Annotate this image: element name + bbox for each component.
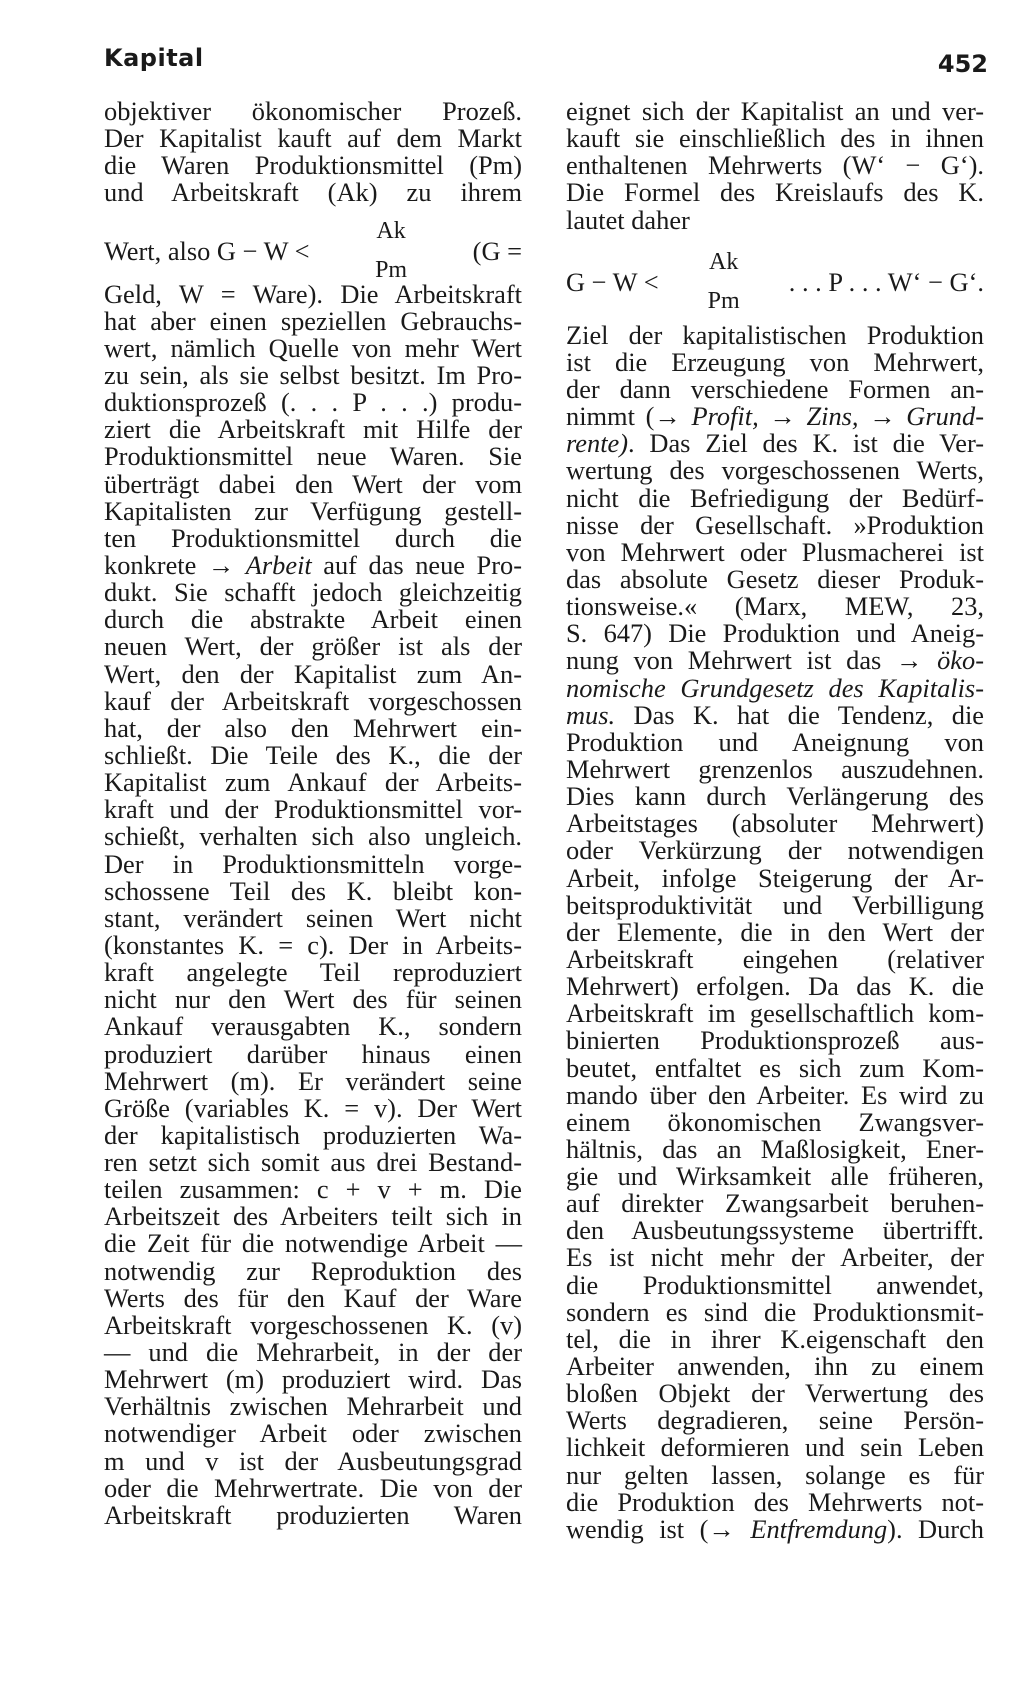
text-line: kauf der Arbeitskraft vorgeschossen — [104, 685, 522, 716]
text-line: wert, nämlich Quelle von mehr Wert — [104, 332, 522, 363]
text-line: oder Verkürzung der notwendigen — [566, 835, 984, 866]
text-line: ren setzt sich somit aus drei Bestand- — [104, 1147, 522, 1178]
text-line-crossref-mus — [566, 699, 984, 730]
text-line: notwendiger Arbeit oder zwischen — [104, 1418, 522, 1449]
text-line: bloßen Objekt der Verwertung des — [566, 1378, 984, 1409]
formula-bottom: Pm — [707, 287, 740, 314]
text-line: objektiver ökonomischer Prozeß. — [104, 96, 522, 126]
formula-tail: . . . P . . . W‘ − G‘. — [788, 267, 984, 298]
text-line: stant, verändert seinen Wert nicht — [104, 902, 522, 933]
text-line: dukt. Sie schafft jedoch gleichzeitig — [104, 577, 522, 608]
text-line: Arbeitstages (absoluter Mehrwert) — [566, 808, 984, 839]
text-line-crossref-entfremdung — [566, 1513, 984, 1544]
crossref-grundrente-link-cont[interactable]: rente) — [566, 428, 629, 459]
text-line: Arbeitskraft produzierten Waren — [104, 1499, 522, 1530]
text-line: kauft sie einschließlich des in ihnen — [566, 123, 984, 154]
text-line: Wert, den der Kapitalist zum An- — [104, 658, 522, 689]
text-line: Der Kapitalist kauft auf dem Markt — [104, 123, 522, 154]
text-fragment: auf das neue Pro- — [311, 549, 522, 580]
text-line: von Mehrwert oder Plusmacherei ist — [566, 536, 984, 567]
text-line: teilen zusammen: c + v + m. Die — [104, 1174, 522, 1205]
text-line: beitsproduktivität und Verbilligung — [566, 889, 984, 920]
text-line: beutet, entfaltet es sich zum Kom- — [566, 1052, 984, 1083]
text-line: Es ist nicht mehr der Arbeiter, der — [566, 1242, 984, 1273]
text-fragment: ). Durch — [887, 1513, 984, 1544]
formula-fraction — [707, 248, 740, 314]
text-line: Verhältnis zwischen Mehrarbeit und — [104, 1391, 522, 1422]
text-line: die Produktionsmittel anwendet, — [566, 1269, 984, 1300]
text-line: Arbeiter anwenden, ihn zu einem — [566, 1351, 984, 1382]
text-line: schließt. Die Teile des K., die der — [104, 739, 522, 770]
text-line: ten Produktionsmittel durch die — [104, 522, 522, 553]
text-line: notwendig zur Reproduktion des — [104, 1255, 522, 1286]
text-line: schießt, verhalten sich also ungleich. — [104, 821, 522, 852]
text-line: den Ausbeutungssysteme übertrifft. — [566, 1215, 984, 1246]
text-line: eignet sich der Kapitalist an und ver- — [566, 96, 984, 126]
text-line: überträgt dabei den Wert der vom — [104, 468, 522, 499]
text-line-crossref-oeko — [566, 647, 984, 674]
text-line: nur gelten lassen, solange es für — [566, 1459, 984, 1490]
formula-bottom: Pm — [375, 256, 408, 283]
text-line: kraft und der Produktionsmittel vor- — [104, 794, 522, 825]
text-line-crossrefs — [566, 403, 984, 430]
text-line: schossene Teil des K. bleibt kon- — [104, 875, 522, 906]
text-line: Geld, W = Ware). Die Arbeitskraft — [104, 278, 522, 309]
text-line: Arbeitskraft im gesellschaftlich kom- — [566, 998, 984, 1029]
formula-top: Ak — [376, 217, 406, 244]
text-line: Arbeitskraft vorgeschossenen K. (v) — [104, 1309, 522, 1340]
text-line: — und die Mehrarbeit, in der der — [104, 1337, 522, 1368]
right-column — [566, 98, 984, 1543]
text-line: nicht die Befriedigung der Bedürf- — [566, 482, 984, 513]
page-number: 452 — [937, 50, 988, 78]
text-line: produziert darüber hinaus einen — [104, 1038, 522, 1069]
text-line-crossref-arbeit — [104, 549, 522, 580]
crossref-grundgesetz-link-cont[interactable]: nomische Grundgesetz des Kapitalis- — [566, 672, 984, 703]
text-line: S. 647) Die Produktion und Aneig- — [566, 618, 984, 649]
text-line: Mehrwert (m). Er verändert seine — [104, 1065, 522, 1096]
text-line: gie und Wirksamkeit alle früheren, — [566, 1161, 984, 1192]
text-line: die Waren Produktionsmittel (Pm) — [104, 150, 522, 181]
text-line: lichkeit deformieren und sein Leben — [566, 1432, 984, 1463]
text-line: Größe (variables K. = v). Der Wert — [104, 1092, 522, 1123]
formula-top: Ak — [709, 248, 739, 275]
text-line: Ankauf verausgabten K., sondern — [104, 1011, 522, 1042]
text-fragment: konkrete → — [104, 549, 246, 580]
text-line: und Arbeitskraft (Ak) zu ihrem — [104, 177, 522, 208]
text-line: ist die Erzeugung von Mehrwert, — [566, 346, 984, 377]
text-line: neuen Wert, der größer ist als der — [104, 631, 522, 662]
formula-lead: Wert, also G − W < — [104, 235, 310, 266]
text-line: hältnis, das an Maßlosigkeit, Ener- — [566, 1133, 984, 1164]
text-line: die Produktion des Mehrwerts not- — [566, 1486, 984, 1517]
text-line: zu sein, als sie selbst besitzt. Im Pro- — [104, 359, 522, 390]
crossref-entfremdung-link[interactable]: Entfremdung — [750, 1513, 888, 1544]
text-line: nisse der Gesellschaft. »Produktion — [566, 509, 984, 540]
text-line: der Elemente, die in den Wert der — [566, 916, 984, 947]
text-line: Produktionsmittel neue Waren. Sie — [104, 441, 522, 472]
text-fragment: nung von Mehrwert ist das → — [566, 645, 938, 676]
text-line: der kapitalistisch produzierten Wa- — [104, 1119, 522, 1150]
running-head-title: Kapital — [104, 44, 204, 72]
text-line: Ziel der kapitalistischen Produktion — [566, 319, 984, 350]
text-line: binierten Produktionsprozeß aus- — [566, 1025, 984, 1056]
text-line: Mehrwert grenzenlos auszudehnen. — [566, 753, 984, 784]
text-line: lautet daher — [566, 204, 690, 235]
text-line: Dies kann durch Verlängerung des — [566, 781, 984, 812]
crossref-zins-link[interactable]: Zins, — [806, 401, 859, 432]
left-column — [104, 98, 522, 1529]
text-line: oder die Mehrwertrate. Die von der — [104, 1472, 522, 1503]
formula-tail: (G = — [472, 235, 522, 266]
text-line: Produktion und Aneignung von — [566, 726, 984, 757]
text-line: ziert die Arbeitskraft mit Hilfe der — [104, 414, 522, 445]
text-line: Werts des für den Kauf der Ware — [104, 1282, 522, 1313]
text-fragment: wendig ist (→ — [566, 1513, 751, 1544]
text-line: Kapitalisten zur Verfügung gestell- — [104, 495, 522, 526]
crossref-grundrente-link[interactable]: Grund- — [906, 401, 984, 432]
crossref-arbeit-link[interactable]: Arbeit — [245, 549, 312, 580]
text-line: Arbeit, infolge Steigerung der Ar- — [566, 862, 984, 893]
text-line: Mehrwert) erfolgen. Da das K. die — [566, 971, 984, 1002]
text-line: (konstantes K. = c). Der in Arbeits- — [104, 929, 522, 960]
text-line: die Zeit für die notwendige Arbeit — — [104, 1228, 522, 1259]
text-fragment: Das K. hat die Tendenz, die — [615, 699, 984, 730]
text-line: durch die abstrakte Arbeit einen — [104, 604, 522, 635]
text-line: tel, die in ihrer K.eigenschaft den — [566, 1323, 984, 1354]
crossref-grundgesetz-link-end[interactable]: mus. — [566, 699, 616, 730]
text-fragment: → — [758, 401, 807, 432]
text-line: sondern es sind die Produktionsmit- — [566, 1296, 984, 1327]
crossref-profit-link[interactable]: Profit, — [691, 401, 759, 432]
text-line: hat aber einen speziellen Gebrauchs- — [104, 305, 522, 336]
text-line: mando über den Arbeiter. Es wird zu — [566, 1079, 984, 1110]
text-line: Kapitalist zum Ankauf der Arbeits- — [104, 767, 522, 798]
text-line: kraft angelegte Teil reproduziert — [104, 957, 522, 988]
circuit-formula — [566, 248, 984, 318]
text-line: Arbeitskraft eingehen (relativer — [566, 943, 984, 974]
text-line: m und v ist der Ausbeutungsgrad — [104, 1445, 522, 1476]
text-line: einem ökonomischen Zwangsver- — [566, 1106, 984, 1137]
text-line: tionsweise.« (Marx, MEW, 23, — [566, 591, 984, 622]
text-line: der dann verschiedene Formen an- — [566, 373, 984, 404]
text-line-crossref-rente — [566, 430, 984, 457]
crossref-grundgesetz-link[interactable]: öko- — [937, 645, 984, 676]
formula-fraction — [375, 217, 408, 283]
text-line: Mehrwert (m) produziert wird. Das — [104, 1364, 522, 1395]
text-line: Arbeitszeit des Arbeiters teilt sich in — [104, 1201, 522, 1232]
text-line: wertung des vorgeschossenen Werts, — [566, 455, 984, 486]
text-line: nicht nur den Wert des für seinen — [104, 984, 522, 1015]
text-line: das absolute Gesetz dieser Produk- — [566, 563, 984, 594]
text-line: Werts degradieren, seine Persön- — [566, 1405, 984, 1436]
text-fragment: . Das Ziel des K. ist die Ver- — [628, 428, 984, 459]
text-fragment: nimmt (→ — [566, 401, 692, 432]
text-fragment: → — [858, 401, 907, 432]
text-line: duktionsprozeß (. . . P . . .) produ- — [104, 387, 522, 418]
capital-formula-ak-pm — [104, 215, 522, 289]
text-line: auf direkter Zwangsarbeit beruhen- — [566, 1188, 984, 1219]
text-line: Die Formel des Kreislaufs des K. — [566, 177, 984, 208]
text-line: hat, der also den Mehrwert ein- — [104, 712, 522, 743]
text-line: enthaltenen Mehrwerts (W‘ − G‘). — [566, 150, 984, 181]
formula-lead: G − W < — [566, 267, 659, 298]
text-line: Der in Produktionsmitteln vorge- — [104, 848, 522, 879]
